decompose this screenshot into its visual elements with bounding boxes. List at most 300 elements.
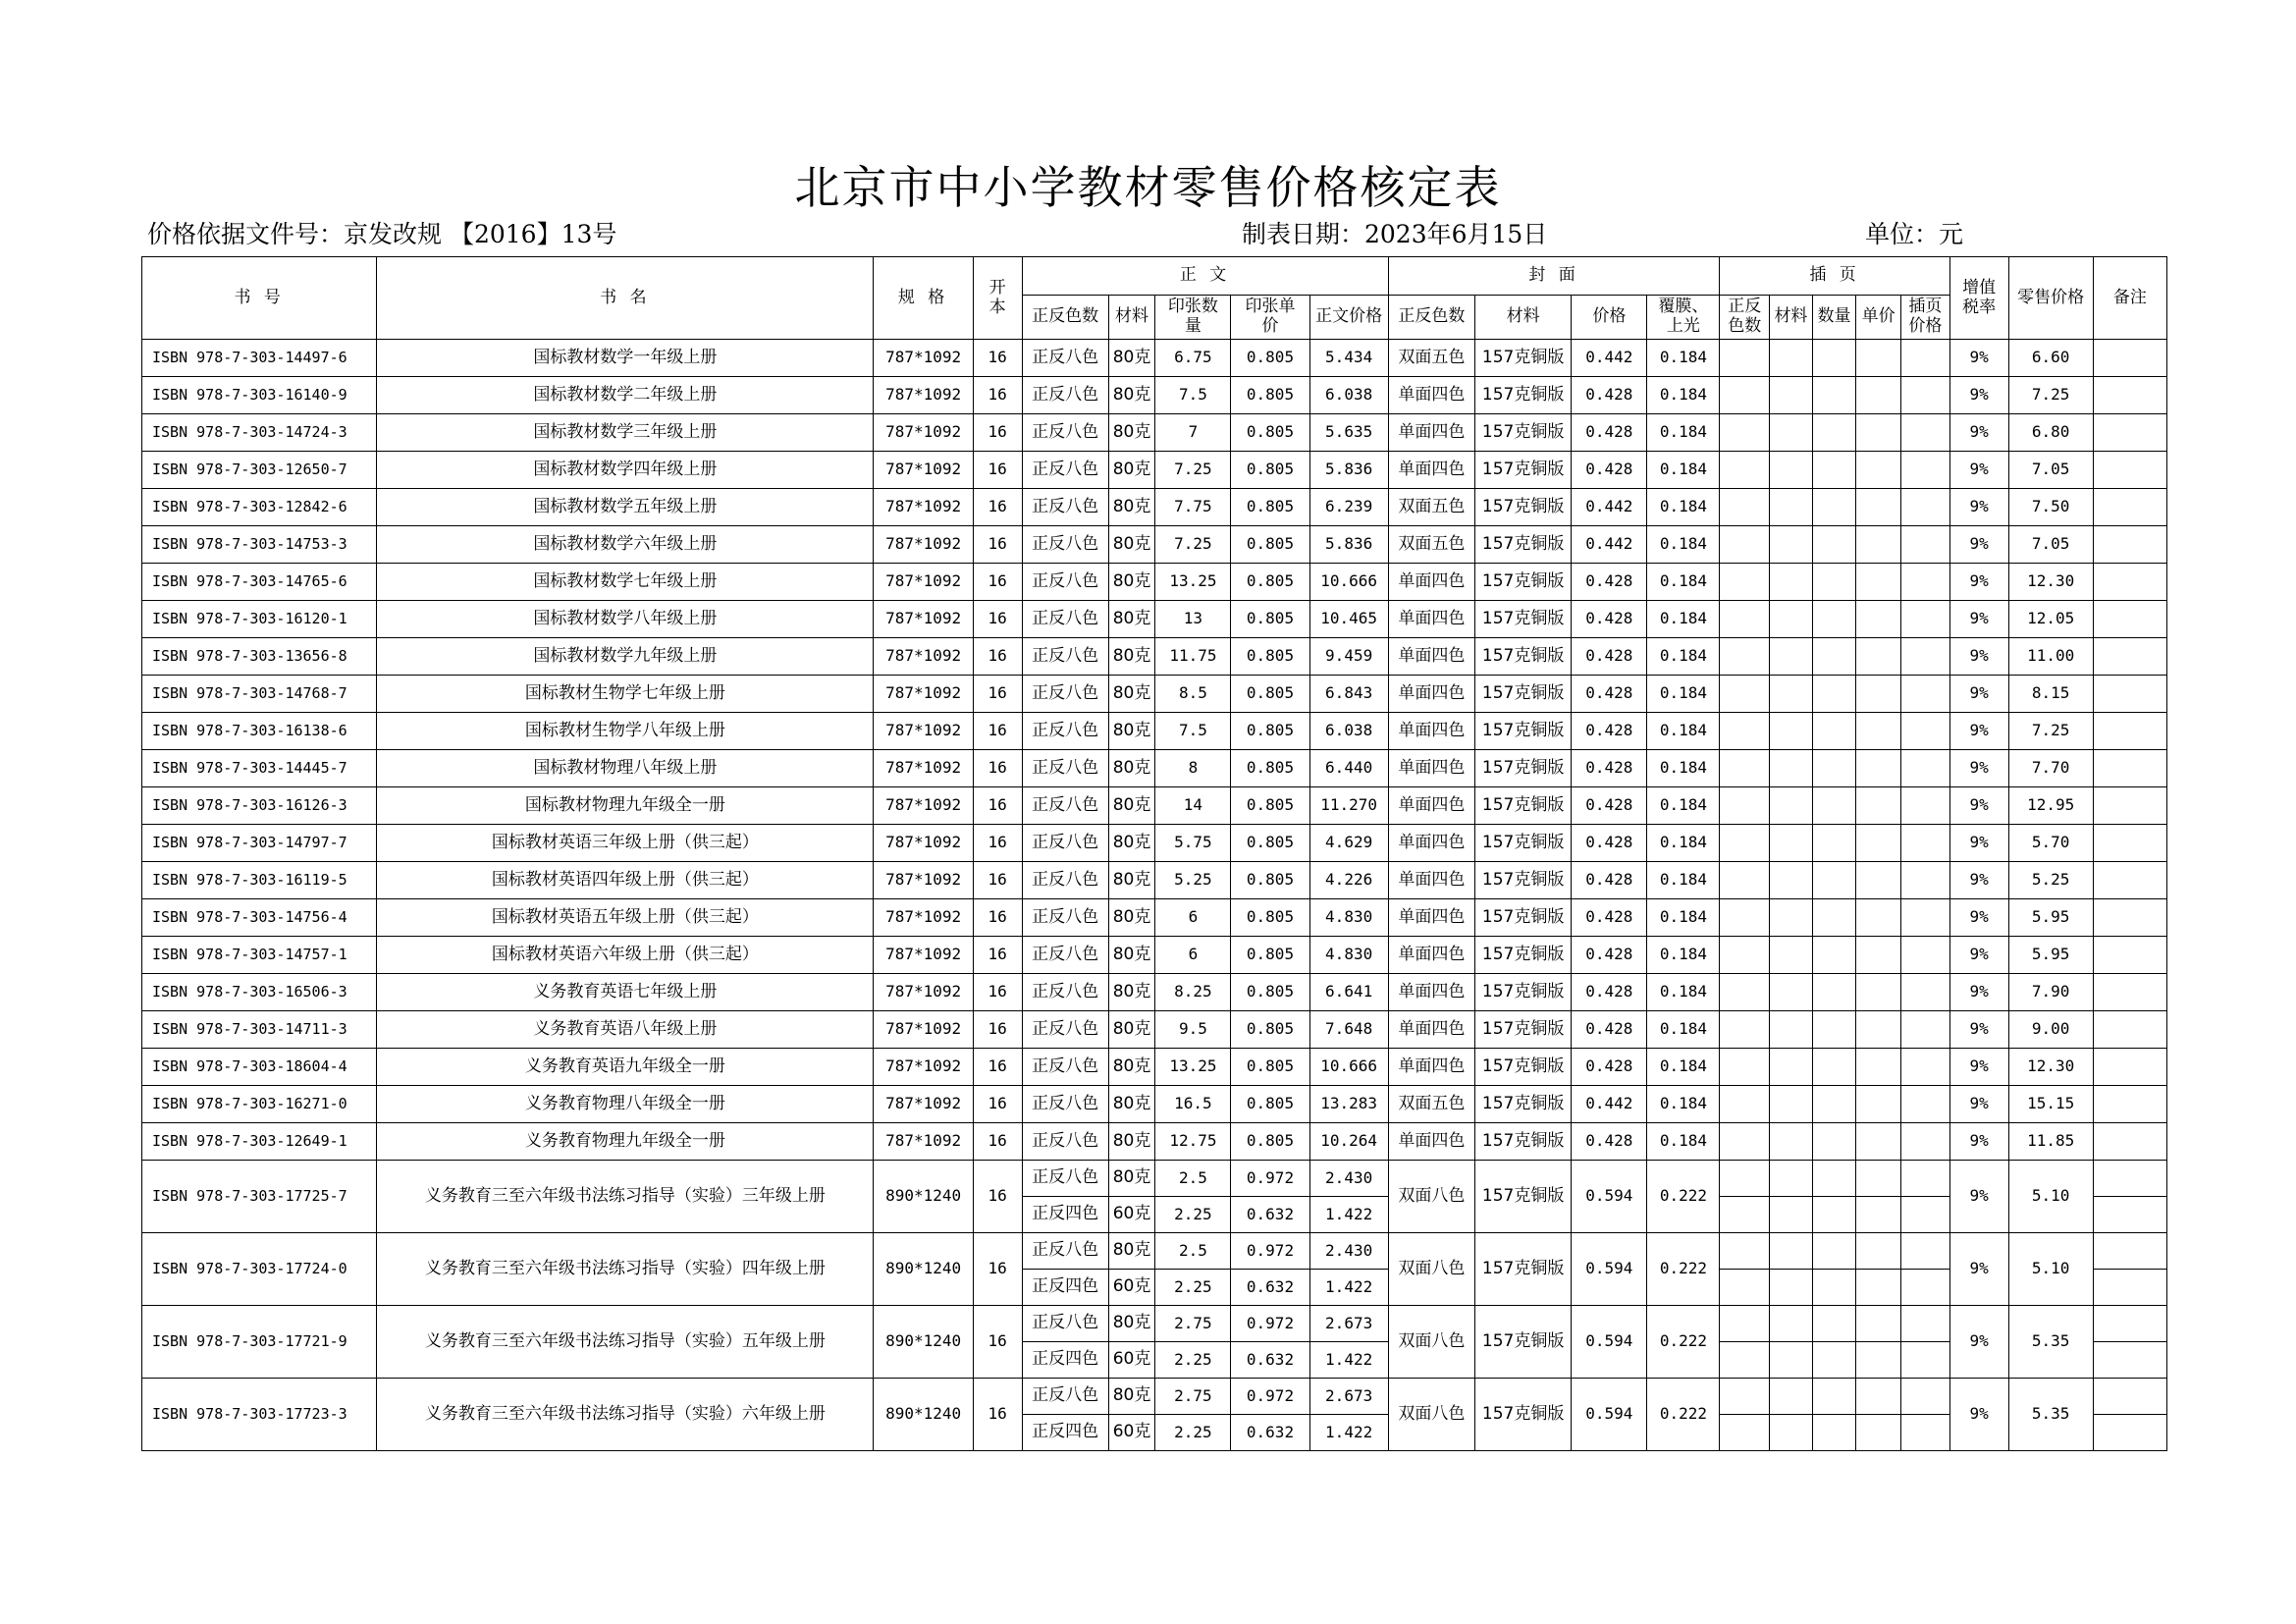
table-row <box>142 377 2167 414</box>
cover-film-cell: 0.184 <box>1647 601 1720 638</box>
header-insert-group: 插 页 <box>1720 257 1949 296</box>
spec-cell: 787*1092 <box>874 564 973 601</box>
insert-empty-cell <box>1770 750 1813 787</box>
insert-empty-cell <box>1770 825 1813 862</box>
header-insert-material: 材料 <box>1770 296 1813 340</box>
insert-empty-cell <box>1720 1379 1770 1415</box>
insert-empty-cell <box>1856 638 1901 676</box>
remark-cell <box>2093 1233 2166 1270</box>
insert-empty-cell <box>1856 1233 1901 1270</box>
body-color-cell: 正反八色 <box>1022 974 1108 1011</box>
remark-cell <box>2093 414 2166 452</box>
insert-empty-cell <box>1770 564 1813 601</box>
insert-empty-cell <box>1900 787 1949 825</box>
book-name-cell: 国标教材英语五年级上册（供三起） <box>377 899 874 937</box>
body-color-cell: 正反八色 <box>1022 1306 1108 1342</box>
spec-cell: 787*1092 <box>874 750 973 787</box>
insert-empty-cell <box>1812 601 1856 638</box>
insert-empty-cell <box>1770 340 1813 377</box>
body-unit-price-cell: 0.805 <box>1231 1011 1309 1049</box>
spec-cell: 787*1092 <box>874 862 973 899</box>
book-name-cell: 国标教材数学六年级上册 <box>377 526 874 564</box>
cover-price-cell: 0.428 <box>1572 601 1647 638</box>
retail-price-cell: 5.95 <box>2008 899 2093 937</box>
insert-empty-cell <box>1720 489 1770 526</box>
body-material-cell: 80克 <box>1108 713 1155 750</box>
insert-empty-cell <box>1812 452 1856 489</box>
body-color-cell: 正反八色 <box>1022 676 1108 713</box>
remark-cell <box>2093 1342 2166 1379</box>
body-sheets-cell: 14 <box>1155 787 1231 825</box>
insert-empty-cell <box>1856 862 1901 899</box>
body-sheets-cell: 12.75 <box>1155 1123 1231 1161</box>
book-name-cell: 国标教材数学七年级上册 <box>377 564 874 601</box>
cover-material-cell: 157克铜版 <box>1474 601 1571 638</box>
insert-empty-cell <box>1856 1049 1901 1086</box>
body-sheets-cell: 8.5 <box>1155 676 1231 713</box>
cover-price-cell: 0.428 <box>1572 862 1647 899</box>
cover-film-cell: 0.184 <box>1647 564 1720 601</box>
cover-color-cell: 单面四色 <box>1388 414 1474 452</box>
body-price-cell: 1.422 <box>1309 1197 1388 1233</box>
isbn-cell: ISBN 978-7-303-14724-3 <box>142 414 377 452</box>
insert-empty-cell <box>1900 1123 1949 1161</box>
insert-empty-cell <box>1856 1197 1901 1233</box>
insert-empty-cell <box>1770 1197 1813 1233</box>
cover-material-cell: 157克铜版 <box>1474 489 1571 526</box>
header-cover-color: 正反色数 <box>1388 296 1474 340</box>
tax-rate-cell: 9% <box>1949 862 2008 899</box>
cover-material-cell: 157克铜版 <box>1474 377 1571 414</box>
insert-empty-cell <box>1770 452 1813 489</box>
format-cell: 16 <box>973 1379 1022 1451</box>
body-price-cell: 5.635 <box>1309 414 1388 452</box>
insert-empty-cell <box>1720 564 1770 601</box>
format-cell: 16 <box>973 825 1022 862</box>
body-price-cell: 2.430 <box>1309 1233 1388 1270</box>
format-cell: 16 <box>973 638 1022 676</box>
format-cell: 16 <box>973 1011 1022 1049</box>
insert-empty-cell <box>1856 825 1901 862</box>
remark-cell <box>2093 1161 2166 1197</box>
insert-empty-cell <box>1720 1342 1770 1379</box>
cover-color-cell: 双面八色 <box>1388 1379 1474 1451</box>
insert-empty-cell <box>1720 1049 1770 1086</box>
insert-empty-cell <box>1900 676 1949 713</box>
insert-empty-cell <box>1770 638 1813 676</box>
cover-price-cell: 0.428 <box>1572 414 1647 452</box>
insert-empty-cell <box>1720 601 1770 638</box>
body-material-cell: 80克 <box>1108 1379 1155 1415</box>
table-row <box>142 564 2167 601</box>
cover-film-cell: 0.184 <box>1647 377 1720 414</box>
insert-empty-cell <box>1720 676 1770 713</box>
retail-price-cell: 5.70 <box>2008 825 2093 862</box>
format-cell: 16 <box>973 862 1022 899</box>
body-color-cell: 正反四色 <box>1022 1270 1108 1306</box>
isbn-cell: ISBN 978-7-303-16271-0 <box>142 1086 377 1123</box>
retail-price-cell: 9.00 <box>2008 1011 2093 1049</box>
insert-empty-cell <box>1812 825 1856 862</box>
book-name-cell: 国标教材英语六年级上册（供三起） <box>377 937 874 974</box>
format-cell: 16 <box>973 1233 1022 1306</box>
cover-price-cell: 0.594 <box>1572 1161 1647 1233</box>
body-sheets-cell: 6 <box>1155 937 1231 974</box>
body-sheets-cell: 5.75 <box>1155 825 1231 862</box>
table-row <box>142 937 2167 974</box>
insert-empty-cell <box>1812 414 1856 452</box>
spec-cell: 787*1092 <box>874 601 973 638</box>
insert-empty-cell <box>1812 787 1856 825</box>
isbn-cell: ISBN 978-7-303-18604-4 <box>142 1049 377 1086</box>
format-cell: 16 <box>973 340 1022 377</box>
body-material-cell: 80克 <box>1108 1233 1155 1270</box>
spec-cell: 787*1092 <box>874 1123 973 1161</box>
insert-empty-cell <box>1812 937 1856 974</box>
tax-rate-cell: 9% <box>1949 937 2008 974</box>
body-color-cell: 正反八色 <box>1022 489 1108 526</box>
cover-film-cell: 0.184 <box>1647 1049 1720 1086</box>
remark-cell <box>2093 1086 2166 1123</box>
insert-empty-cell <box>1812 1086 1856 1123</box>
body-sheets-cell: 7 <box>1155 414 1231 452</box>
cover-color-cell: 单面四色 <box>1388 713 1474 750</box>
header-body-material: 材料 <box>1108 296 1155 340</box>
cover-film-cell: 0.184 <box>1647 638 1720 676</box>
body-unit-price-cell: 0.972 <box>1231 1233 1309 1270</box>
book-name-cell: 国标教材数学九年级上册 <box>377 638 874 676</box>
cover-color-cell: 单面四色 <box>1388 638 1474 676</box>
cover-material-cell: 157克铜版 <box>1474 1306 1571 1379</box>
body-price-cell: 6.641 <box>1309 974 1388 1011</box>
insert-empty-cell <box>1770 937 1813 974</box>
body-material-cell: 80克 <box>1108 638 1155 676</box>
tax-rate-cell: 9% <box>1949 452 2008 489</box>
cover-material-cell: 157克铜版 <box>1474 1379 1571 1451</box>
format-cell: 16 <box>973 937 1022 974</box>
spec-cell: 787*1092 <box>874 638 973 676</box>
cover-film-cell: 0.184 <box>1647 1123 1720 1161</box>
spec-cell: 787*1092 <box>874 489 973 526</box>
table-row <box>142 526 2167 564</box>
table-row <box>142 489 2167 526</box>
body-color-cell: 正反八色 <box>1022 340 1108 377</box>
cover-film-cell: 0.184 <box>1647 937 1720 974</box>
spec-cell: 787*1092 <box>874 1086 973 1123</box>
format-cell: 16 <box>973 601 1022 638</box>
body-unit-price-cell: 0.805 <box>1231 1086 1309 1123</box>
cover-film-cell: 0.184 <box>1647 974 1720 1011</box>
body-price-cell: 4.226 <box>1309 862 1388 899</box>
insert-empty-cell <box>1770 1379 1813 1415</box>
insert-empty-cell <box>1900 601 1949 638</box>
header-isbn: 书 号 <box>142 257 377 340</box>
body-material-cell: 80克 <box>1108 787 1155 825</box>
body-sheets-cell: 2.25 <box>1155 1270 1231 1306</box>
body-unit-price-cell: 0.632 <box>1231 1197 1309 1233</box>
cover-material-cell: 157克铜版 <box>1474 564 1571 601</box>
body-material-cell: 80克 <box>1108 899 1155 937</box>
header-cover-price: 价格 <box>1572 296 1647 340</box>
price-table <box>141 256 2167 1451</box>
cover-price-cell: 0.428 <box>1572 1011 1647 1049</box>
insert-empty-cell <box>1900 1342 1949 1379</box>
remark-cell <box>2093 340 2166 377</box>
retail-price-cell: 7.05 <box>2008 526 2093 564</box>
insert-empty-cell <box>1770 1342 1813 1379</box>
isbn-cell: ISBN 978-7-303-17725-7 <box>142 1161 377 1233</box>
cover-material-cell: 157克铜版 <box>1474 452 1571 489</box>
table-row <box>142 340 2167 377</box>
body-unit-price-cell: 0.632 <box>1231 1270 1309 1306</box>
cover-film-cell: 0.184 <box>1647 899 1720 937</box>
body-color-cell: 正反八色 <box>1022 1233 1108 1270</box>
insert-empty-cell <box>1856 713 1901 750</box>
insert-empty-cell <box>1720 638 1770 676</box>
body-unit-price-cell: 0.805 <box>1231 1049 1309 1086</box>
spec-cell: 787*1092 <box>874 414 973 452</box>
format-cell: 16 <box>973 489 1022 526</box>
cover-material-cell: 157克铜版 <box>1474 1011 1571 1049</box>
header-cover-group: 封 面 <box>1388 257 1720 296</box>
body-price-cell: 2.673 <box>1309 1379 1388 1415</box>
remark-cell <box>2093 676 2166 713</box>
body-unit-price-cell: 0.632 <box>1231 1342 1309 1379</box>
body-color-cell: 正反八色 <box>1022 1011 1108 1049</box>
cover-price-cell: 0.428 <box>1572 899 1647 937</box>
retail-price-cell: 7.70 <box>2008 750 2093 787</box>
isbn-cell: ISBN 978-7-303-14768-7 <box>142 676 377 713</box>
format-cell: 16 <box>973 414 1022 452</box>
book-name-cell: 国标教材数学八年级上册 <box>377 601 874 638</box>
book-name-cell: 义务教育三至六年级书法练习指导（实验）四年级上册 <box>377 1233 874 1306</box>
insert-empty-cell <box>1900 377 1949 414</box>
book-name-cell: 国标教材数学四年级上册 <box>377 452 874 489</box>
cover-color-cell: 单面四色 <box>1388 564 1474 601</box>
body-sheets-cell: 6.75 <box>1155 340 1231 377</box>
retail-price-cell: 15.15 <box>2008 1086 2093 1123</box>
body-color-cell: 正反八色 <box>1022 713 1108 750</box>
cover-film-cell: 0.184 <box>1647 750 1720 787</box>
body-material-cell: 80克 <box>1108 526 1155 564</box>
insert-empty-cell <box>1770 377 1813 414</box>
table-row <box>142 899 2167 937</box>
cover-material-cell: 157克铜版 <box>1474 1123 1571 1161</box>
insert-empty-cell <box>1770 601 1813 638</box>
cover-color-cell: 单面四色 <box>1388 1011 1474 1049</box>
cover-color-cell: 单面四色 <box>1388 862 1474 899</box>
insert-empty-cell <box>1856 377 1901 414</box>
insert-empty-cell <box>1856 1379 1901 1415</box>
cover-material-cell: 157克铜版 <box>1474 825 1571 862</box>
remark-cell <box>2093 489 2166 526</box>
format-cell: 16 <box>973 1161 1022 1233</box>
page-title: 北京市中小学教材零售价格核定表 <box>794 161 1502 214</box>
body-unit-price-cell: 0.805 <box>1231 452 1309 489</box>
body-price-cell: 5.434 <box>1309 340 1388 377</box>
book-name-cell: 国标教材物理八年级上册 <box>377 750 874 787</box>
insert-empty-cell <box>1900 638 1949 676</box>
insert-empty-cell <box>1720 862 1770 899</box>
body-unit-price-cell: 0.805 <box>1231 974 1309 1011</box>
cover-material-cell: 157克铜版 <box>1474 899 1571 937</box>
insert-empty-cell <box>1900 1049 1949 1086</box>
format-cell: 16 <box>973 974 1022 1011</box>
insert-empty-cell <box>1856 1161 1901 1197</box>
cover-color-cell: 双面五色 <box>1388 1086 1474 1123</box>
cover-material-cell: 157克铜版 <box>1474 1086 1571 1123</box>
cover-color-cell: 单面四色 <box>1388 825 1474 862</box>
cover-material-cell: 157克铜版 <box>1474 340 1571 377</box>
body-material-cell: 80克 <box>1108 825 1155 862</box>
cover-price-cell: 0.442 <box>1572 489 1647 526</box>
format-cell: 16 <box>973 452 1022 489</box>
body-material-cell: 60克 <box>1108 1197 1155 1233</box>
insert-empty-cell <box>1812 974 1856 1011</box>
insert-empty-cell <box>1900 899 1949 937</box>
body-unit-price-cell: 0.805 <box>1231 526 1309 564</box>
cover-material-cell: 157克铜版 <box>1474 750 1571 787</box>
table-row <box>142 787 2167 825</box>
insert-empty-cell <box>1720 825 1770 862</box>
book-name-cell: 国标教材数学三年级上册 <box>377 414 874 452</box>
format-cell: 16 <box>973 1086 1022 1123</box>
insert-empty-cell <box>1856 750 1901 787</box>
cover-price-cell: 0.442 <box>1572 340 1647 377</box>
insert-empty-cell <box>1900 1379 1949 1415</box>
cover-price-cell: 0.428 <box>1572 974 1647 1011</box>
insert-empty-cell <box>1900 1306 1949 1342</box>
isbn-cell: ISBN 978-7-303-14757-1 <box>142 937 377 974</box>
cover-film-cell: 0.184 <box>1647 452 1720 489</box>
header-body-price: 正文价格 <box>1309 296 1388 340</box>
insert-empty-cell <box>1812 1197 1856 1233</box>
body-sheets-cell: 7.5 <box>1155 377 1231 414</box>
insert-empty-cell <box>1770 489 1813 526</box>
header-insert-price: 插页价格 <box>1900 296 1949 340</box>
insert-empty-cell <box>1900 340 1949 377</box>
tax-rate-cell: 9% <box>1949 787 2008 825</box>
cover-color-cell: 单面四色 <box>1388 452 1474 489</box>
remark-cell <box>2093 601 2166 638</box>
tax-rate-cell: 9% <box>1949 340 2008 377</box>
cover-material-cell: 157克铜版 <box>1474 638 1571 676</box>
body-unit-price-cell: 0.805 <box>1231 713 1309 750</box>
book-name-cell: 义务教育英语七年级上册 <box>377 974 874 1011</box>
body-price-cell: 10.666 <box>1309 1049 1388 1086</box>
body-color-cell: 正反八色 <box>1022 601 1108 638</box>
body-unit-price-cell: 0.805 <box>1231 676 1309 713</box>
insert-empty-cell <box>1856 787 1901 825</box>
cover-material-cell: 157克铜版 <box>1474 713 1571 750</box>
body-color-cell: 正反八色 <box>1022 1049 1108 1086</box>
tax-rate-cell: 9% <box>1949 1011 2008 1049</box>
book-name-cell: 义务教育物理九年级全一册 <box>377 1123 874 1161</box>
insert-empty-cell <box>1770 1123 1813 1161</box>
table-row <box>142 862 2167 899</box>
remark-cell <box>2093 750 2166 787</box>
body-material-cell: 80克 <box>1108 1123 1155 1161</box>
insert-empty-cell <box>1720 937 1770 974</box>
isbn-cell: ISBN 978-7-303-12650-7 <box>142 452 377 489</box>
spec-cell: 787*1092 <box>874 1011 973 1049</box>
table-body <box>142 340 2167 1451</box>
body-price-cell: 6.038 <box>1309 713 1388 750</box>
body-unit-price-cell: 0.805 <box>1231 1123 1309 1161</box>
body-material-cell: 80克 <box>1108 1306 1155 1342</box>
insert-empty-cell <box>1720 1011 1770 1049</box>
cover-film-cell: 0.184 <box>1647 676 1720 713</box>
insert-empty-cell <box>1720 974 1770 1011</box>
body-color-cell: 正反八色 <box>1022 825 1108 862</box>
cover-price-cell: 0.442 <box>1572 1086 1647 1123</box>
retail-price-cell: 12.95 <box>2008 787 2093 825</box>
body-sheets-cell: 13.25 <box>1155 564 1231 601</box>
table-row <box>142 452 2167 489</box>
isbn-cell: ISBN 978-7-303-14497-6 <box>142 340 377 377</box>
cover-color-cell: 单面四色 <box>1388 1049 1474 1086</box>
insert-empty-cell <box>1900 489 1949 526</box>
insert-empty-cell <box>1720 750 1770 787</box>
insert-empty-cell <box>1770 1049 1813 1086</box>
insert-empty-cell <box>1812 1270 1856 1306</box>
body-color-cell: 正反八色 <box>1022 1379 1108 1415</box>
insert-empty-cell <box>1856 452 1901 489</box>
cover-color-cell: 双面五色 <box>1388 489 1474 526</box>
insert-empty-cell <box>1900 713 1949 750</box>
cover-material-cell: 157克铜版 <box>1474 414 1571 452</box>
cover-price-cell: 0.428 <box>1572 713 1647 750</box>
body-price-cell: 13.283 <box>1309 1086 1388 1123</box>
isbn-cell: ISBN 978-7-303-16506-3 <box>142 974 377 1011</box>
body-unit-price-cell: 0.805 <box>1231 787 1309 825</box>
body-color-cell: 正反八色 <box>1022 452 1108 489</box>
body-sheets-cell: 7.25 <box>1155 526 1231 564</box>
book-name-cell: 国标教材生物学八年级上册 <box>377 713 874 750</box>
cover-color-cell: 单面四色 <box>1388 377 1474 414</box>
insert-empty-cell <box>1856 899 1901 937</box>
table-row <box>142 1306 2167 1342</box>
body-sheets-cell: 11.75 <box>1155 638 1231 676</box>
body-price-cell: 4.629 <box>1309 825 1388 862</box>
body-material-cell: 80克 <box>1108 340 1155 377</box>
cover-material-cell: 157克铜版 <box>1474 676 1571 713</box>
insert-empty-cell <box>1856 1342 1901 1379</box>
retail-price-cell: 12.30 <box>2008 1049 2093 1086</box>
tax-rate-cell: 9% <box>1949 713 2008 750</box>
retail-price-cell: 5.35 <box>2008 1379 2093 1451</box>
format-cell: 16 <box>973 1049 1022 1086</box>
insert-empty-cell <box>1720 1306 1770 1342</box>
body-material-cell: 80克 <box>1108 601 1155 638</box>
isbn-cell: ISBN 978-7-303-13656-8 <box>142 638 377 676</box>
format-cell: 16 <box>973 1123 1022 1161</box>
table-row <box>142 638 2167 676</box>
remark-cell <box>2093 1197 2166 1233</box>
header-remark: 备注 <box>2093 257 2166 340</box>
body-price-cell: 7.648 <box>1309 1011 1388 1049</box>
insert-empty-cell <box>1900 1197 1949 1233</box>
insert-empty-cell <box>1900 1011 1949 1049</box>
remark-cell <box>2093 787 2166 825</box>
remark-cell <box>2093 899 2166 937</box>
cover-material-cell: 157克铜版 <box>1474 862 1571 899</box>
body-price-cell: 1.422 <box>1309 1415 1388 1451</box>
cover-film-cell: 0.222 <box>1647 1379 1720 1451</box>
retail-price-cell: 5.35 <box>2008 1306 2093 1379</box>
retail-price-cell: 7.50 <box>2008 489 2093 526</box>
isbn-cell: ISBN 978-7-303-14711-3 <box>142 1011 377 1049</box>
